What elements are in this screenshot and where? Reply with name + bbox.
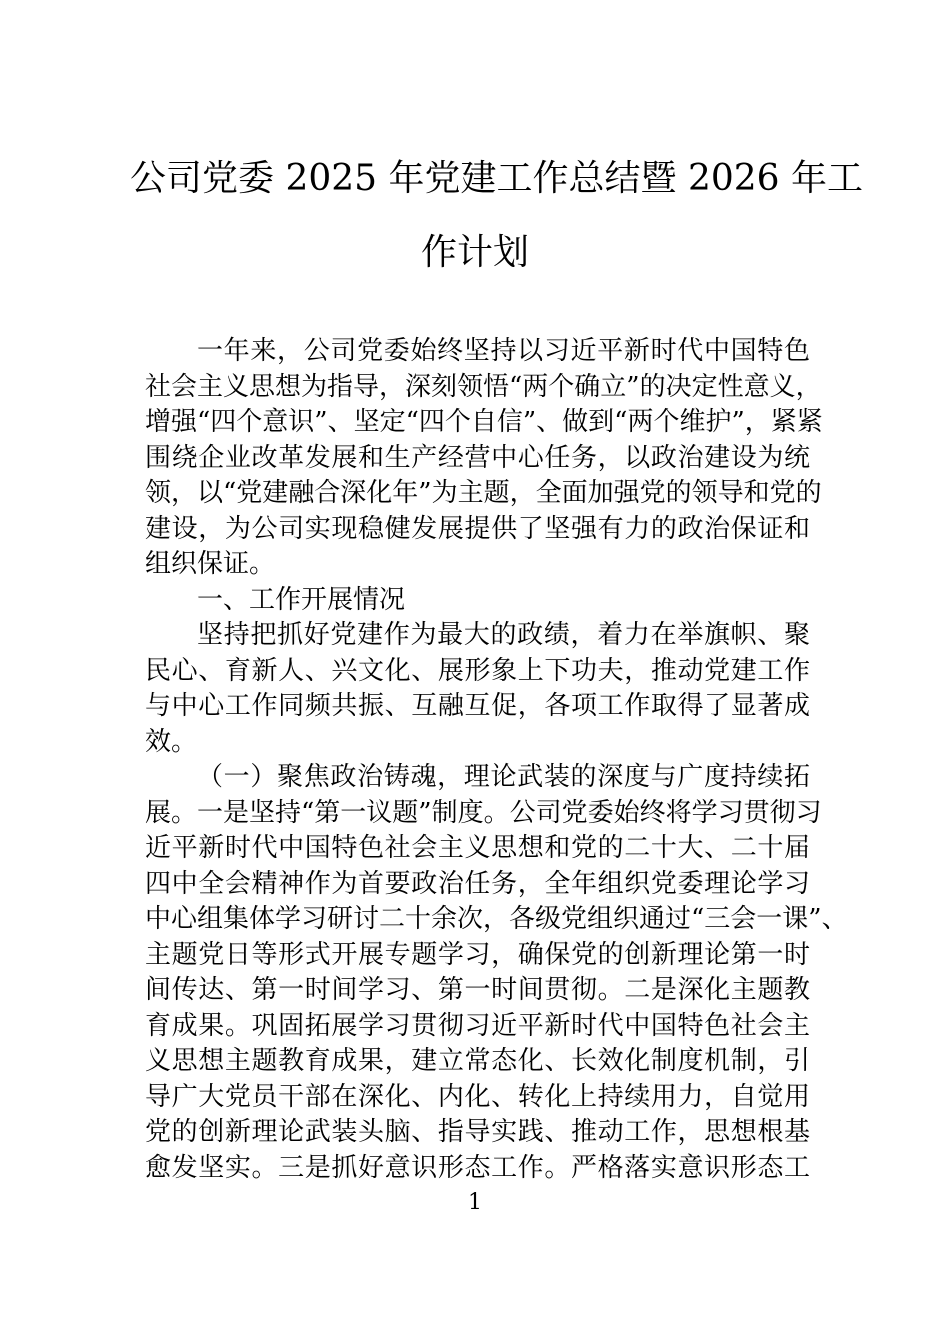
paragraph-line: 中心组集体学习研讨二十余次，各级党组织通过“三会一课”、	[145, 904, 848, 934]
paragraph-line: 与中心工作同频共振、互融互促，各项工作取得了显著成	[145, 691, 810, 721]
paragraph-line: 建设，为公司实现稳健发展提供了坚强有力的政治保证和	[145, 513, 810, 544]
paragraph-line: 四中全会精神作为首要政治任务，全年组织党委理论学习	[145, 868, 810, 899]
paragraph-line: 导广大党员干部在深化、内化、转化上持续用力，自觉用	[145, 1081, 810, 1112]
paragraph-line: （一）聚焦政治铸魂，理论武装的深度与广度持续拓	[197, 762, 810, 792]
paragraph-line: 义思想主题教育成果，建立常态化、长效化制度机制，引	[145, 1046, 810, 1076]
paragraph-line: 社会主义思想为指导，深刻领悟“两个确立”的决定性意义，	[145, 371, 822, 402]
paragraph-line: 一年来，公司党委始终坚持以习近平新时代中国特色	[197, 336, 810, 366]
paragraph-line: 党的创新理论武装头脑、指导实践、推动工作，思想根基	[145, 1117, 810, 1147]
title-line-2: 作计划	[420, 232, 529, 273]
paragraph-line: 坚持把抓好党建作为最大的政绩，着力在举旗帜、聚	[197, 620, 810, 650]
paragraph-line: 主题党日等形式开展专题学习，确保党的创新理论第一时	[145, 939, 810, 970]
paragraph-line: 愈发坚实。三是抓好意识形态工作。严格落实意识形态工	[145, 1152, 810, 1183]
paragraph-line: 间传达、第一时间学习、第一时间贯彻。二是深化主题教	[145, 975, 810, 1005]
paragraph-line: 民心、育新人、兴文化、展形象上下功夫，推动党建工作	[145, 655, 810, 686]
title-line-1: 公司党委 2025 年党建工作总结暨 2026 年工	[130, 158, 864, 199]
paragraph-line: 近平新时代中国特色社会主义思想和党的二十大、二十届	[145, 833, 810, 863]
page-number: 1	[468, 1190, 482, 1215]
paragraph-line: 效。	[145, 726, 198, 757]
paragraph-line: 组织保证。	[145, 549, 276, 579]
paragraph-line: 育成果。巩固拓展学习贯彻习近平新时代中国特色社会主	[145, 1010, 810, 1041]
paragraph-line: 围绕企业改革发展和生产经营中心任务，以政治建设为统	[145, 442, 810, 473]
paragraph-line: 增强“四个意识”、坚定“四个自信”、做到“两个维护”，紧紧	[145, 407, 823, 437]
paragraph-line: 展。一是坚持“第一议题”制度。公司党委始终将学习贯彻习	[145, 797, 822, 828]
paragraph-line: 领，以“党建融合深化年”为主题，全面加强党的领导和党的	[145, 478, 822, 508]
section-heading: 一、工作开展情况	[197, 584, 406, 615]
document-title	[130, 142, 864, 290]
document-body	[145, 334, 848, 1186]
